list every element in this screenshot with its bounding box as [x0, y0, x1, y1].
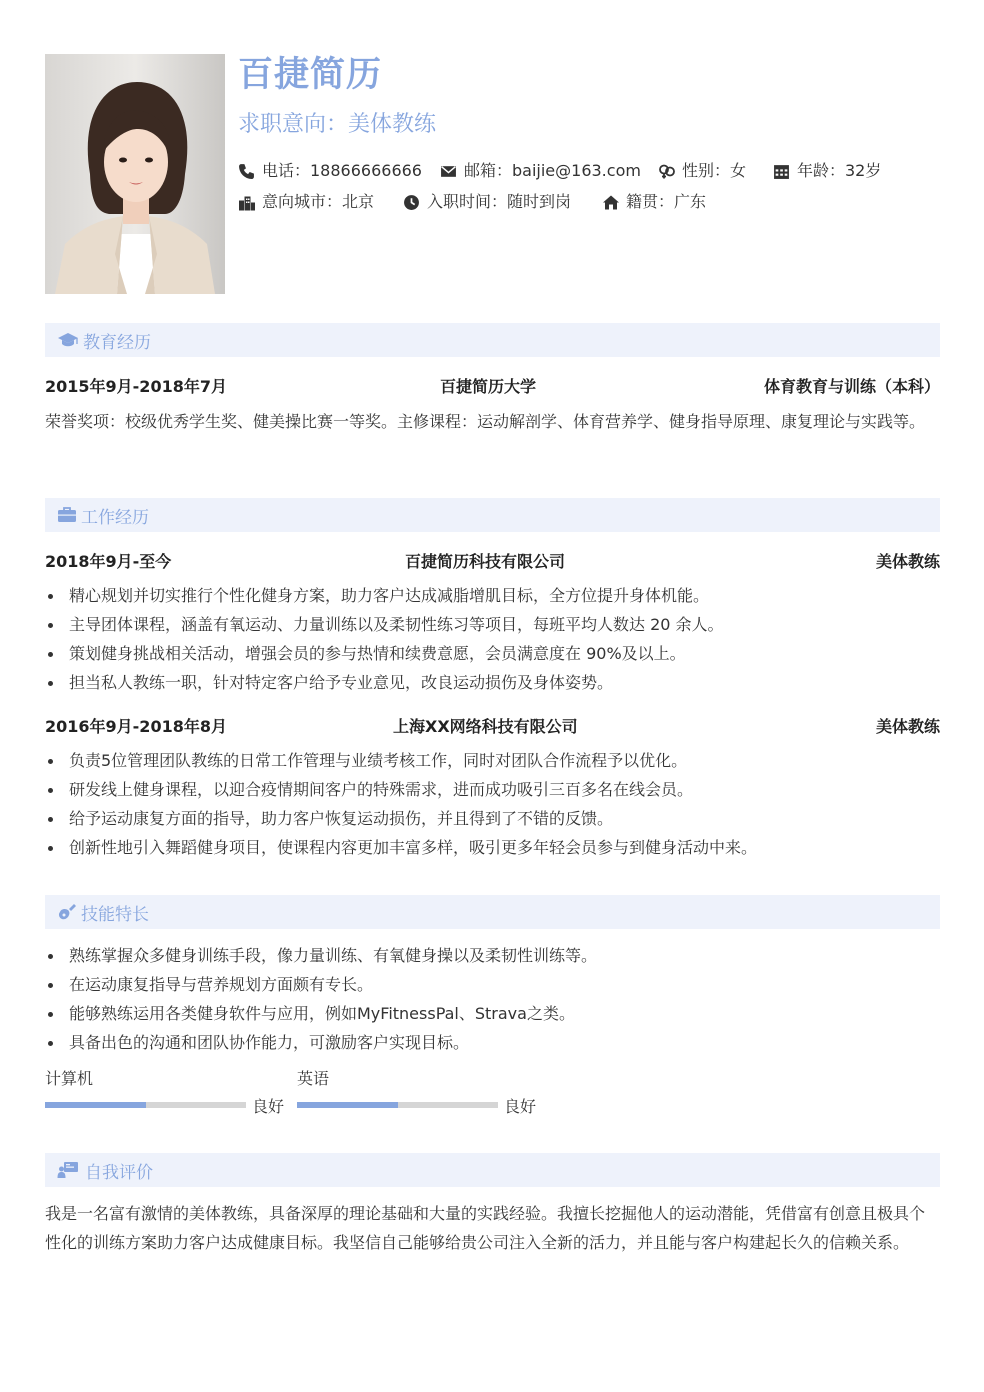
skills-section-header [45, 895, 940, 929]
education-desc: 荣誉奖项：校级优秀学生奖、健美操比赛一等奖。主修课程：运动解剖学、体育营养学、健身指导原理、康复理论与实践等。 [45, 412, 926, 431]
job-period: 2018年9月-至今 [45, 552, 172, 571]
education-title: 教育经历 [83, 333, 151, 353]
info-row-1: 电话：18866666666 邮箱：baijie@163.com 性别：女 年龄：32岁 [238, 159, 940, 183]
job-intent: 求职意向：美体教练 [238, 112, 437, 137]
phone-icon [238, 163, 255, 180]
presenter-icon [57, 1161, 79, 1179]
list-item: 具备出色的沟通和团队协作能力，可激励客户实现目标。 [45, 1028, 940, 1057]
skill-name-computer: 计算机 [45, 1069, 94, 1088]
job-row-2 [45, 714, 940, 738]
gender-icon [658, 163, 676, 180]
list-item: 担当私人教练一职，针对特定客户给予专业意见，改良运动损伤及身体姿势。 [45, 668, 940, 697]
skill-level-computer: 良好 [252, 1097, 285, 1116]
building-icon [238, 194, 256, 211]
education-section-header [45, 323, 940, 357]
skills-title: 技能特长 [81, 905, 149, 925]
skill-level-english: 良好 [504, 1097, 537, 1116]
job-role: 美体教练 [875, 552, 940, 571]
list-item: 研发线上健身课程，以迎合疫情期间客户的特殊需求，进而成功吸引三百多名在线会员。 [45, 775, 940, 804]
skill-bar-fill [45, 1102, 146, 1108]
list-item: 策划健身挑战相关活动，增强会员的参与热情和续费意愿，会员满意度在 90%及以上。 [45, 639, 940, 668]
list-item: 主导团体课程，涵盖有氧运动、力量训练以及柔韧性练习等项目，每班平均人数达 20 余人。 [45, 610, 940, 639]
list-item: 熟练掌握众多健身训练手段，像力量训练、有氧健身操以及柔韧性训练等。 [45, 941, 940, 970]
job-row-1 [45, 549, 940, 573]
briefcase-icon [57, 506, 77, 523]
job-period: 2016年9月-2018年8月 [45, 717, 227, 736]
skill-name-english: 英语 [297, 1069, 330, 1088]
work-section-header [45, 498, 940, 532]
job-1-bullets [45, 581, 940, 697]
guitar-icon [57, 903, 77, 921]
skill-bar-english [297, 1102, 498, 1108]
job-2-bullets [45, 746, 940, 862]
mail-icon [440, 163, 457, 180]
job-company: 百捷简历科技有限公司 [405, 552, 566, 571]
job-company: 上海XX网络科技有限公司 [393, 717, 578, 736]
skill-bar-fill [297, 1102, 398, 1108]
list-item: 能够熟练运用各类健身软件与应用，例如MyFitnessPal、Strava之类。 [45, 999, 940, 1028]
clock-icon [403, 194, 420, 211]
education-row [45, 374, 940, 398]
list-item: 在运动康复指导与营养规划方面颇有专长。 [45, 970, 940, 999]
list-item: 给予运动康复方面的指导，助力客户恢复运动损伤，并且得到了不错的反馈。 [45, 804, 940, 833]
home-icon [602, 194, 620, 211]
work-title: 工作经历 [81, 508, 149, 528]
skills-bullets [45, 941, 940, 1057]
graduation-cap-icon [57, 331, 79, 349]
list-item: 精心规划并切实推行个性化健身方案，助力客户达成减脂增肌目标，全方位提升身体机能。 [45, 581, 940, 610]
self-eval-section-header [45, 1153, 940, 1187]
list-item: 负责5位管理团队教练的日常工作管理与业绩考核工作，同时对团队合作流程予以优化。 [45, 746, 940, 775]
info-row-2: 意向城市：北京 入职时间：随时到岗 籍贯：广东 [238, 190, 940, 214]
self-eval-text: 我是一名富有激情的美体教练，具备深厚的理论基础和大量的实践经验。我擅长挖掘他人的运动潜能，凭借富有创意且极具个性化的训练方案助力客户达成健康目标。我坚信自己能够给贵公司注入全新的活力，并且能与客户构建起长久的信赖关系。 [45, 1204, 926, 1252]
resume-name: 百捷简历 [238, 55, 383, 95]
profile-photo [45, 54, 225, 294]
self-eval-title: 自我评价 [85, 1163, 153, 1183]
job-role: 美体教练 [875, 717, 940, 736]
education-school: 百捷简历大学 [440, 377, 537, 396]
education-major: 体育教育与训练（本科） [763, 377, 940, 396]
skill-bar-computer [45, 1102, 246, 1108]
calendar-icon [773, 163, 790, 180]
list-item: 创新性地引入舞蹈健身项目，使课程内容更加丰富多样，吸引更多年轻会员参与到健身活动中来。 [45, 833, 940, 862]
education-period: 2015年9月-2018年7月 [45, 377, 227, 396]
